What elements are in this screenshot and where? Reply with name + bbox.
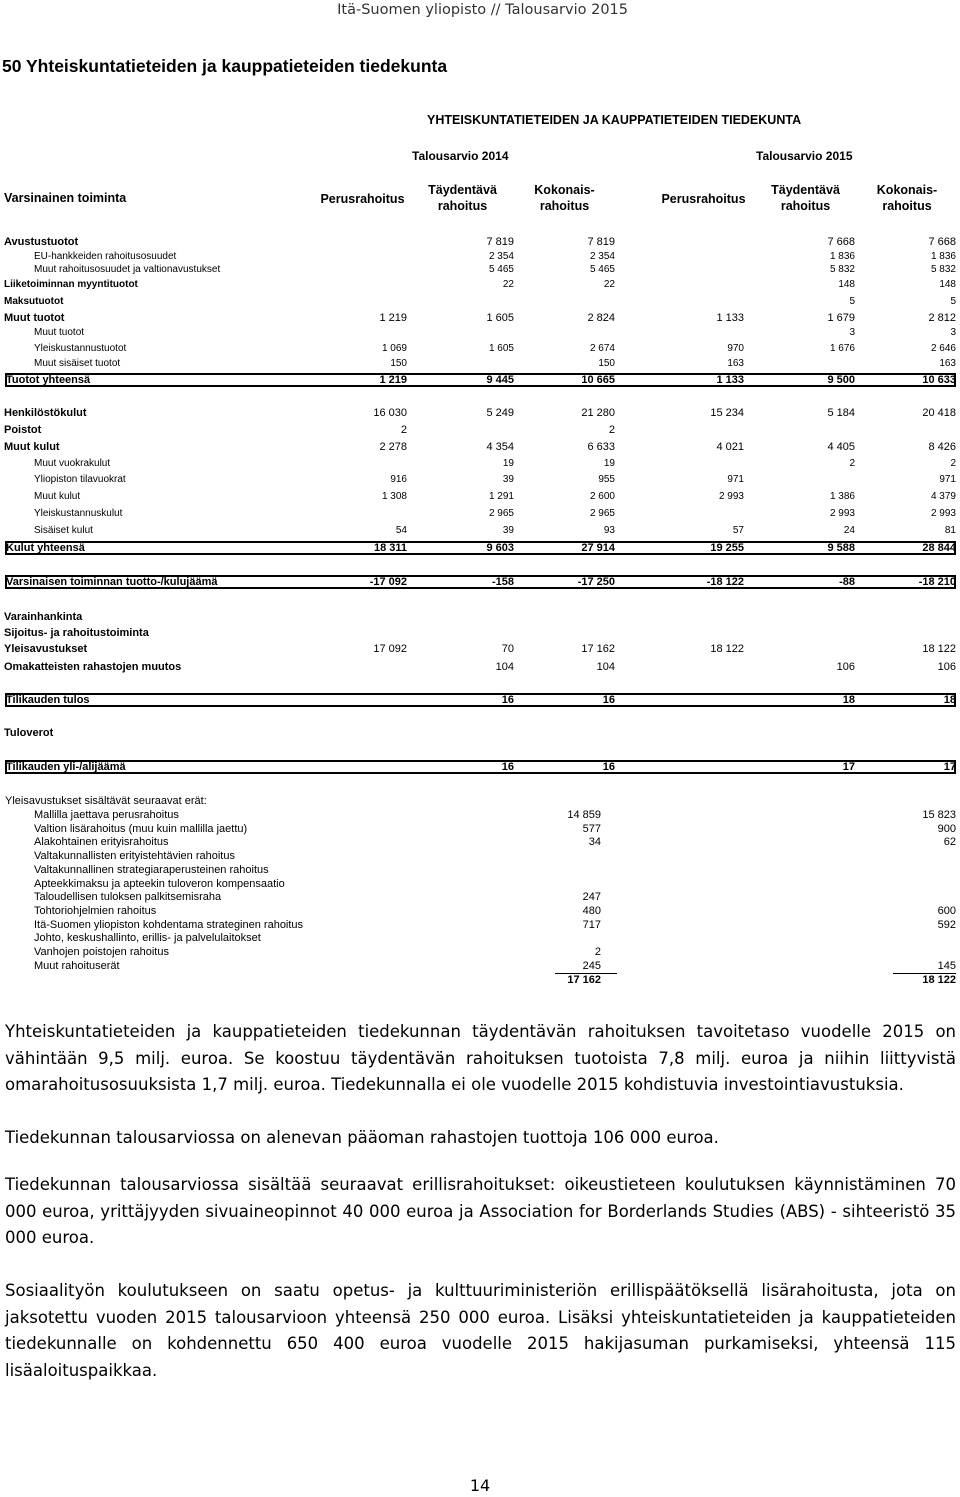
table-cell: 104: [596, 661, 615, 673]
paragraph-4: Sosiaalityön koulutukseen on saatu opetus- ja kulttuuriministeriön erillispäätöksellä lisärahoitusta, jota on jaksotettu vuoden 2015 talousarvioon yhteensä 250 000 euroa. Lisäksi yhteiskuntatieteiden ja kauppatieteiden tiedekunnalle on kohdennettu 650 400 euroa vuodelle 2015 hakijasuman purkamiseksi, yhteensä 115 lisäaloituspaikkaa.: [5, 1281, 956, 1380]
table-cell: 2 993: [829, 508, 855, 519]
table-cell: 1 133: [716, 312, 744, 324]
row-label: Kulut yhteensä: [6, 542, 85, 554]
note-label: Muut rahoituserät: [34, 959, 120, 972]
table-cell: 20 418: [922, 407, 956, 419]
row-label: Tuotot yhteensä: [6, 374, 91, 386]
table-cell: 39: [502, 525, 514, 536]
row-label: Yleiskustannustuotot: [34, 343, 127, 354]
note-value: 17 162: [567, 974, 601, 987]
table-cell: 1 679: [827, 312, 855, 324]
table-cell: 2 824: [587, 312, 615, 324]
table-cell: 1 291: [488, 491, 514, 502]
table-cell: 16 030: [373, 407, 407, 419]
table-cell: 9 445: [486, 374, 514, 386]
col-perus-2014: Perusrahoitus: [320, 192, 405, 206]
table-cell: 18 122: [710, 643, 744, 655]
note-label: Mallilla jaettava perusrahoitus: [34, 809, 179, 821]
table-cell: 2 993: [930, 508, 956, 519]
table-cell: 7 668: [928, 236, 956, 248]
table-cell: 18 122: [922, 643, 956, 655]
table-cell: 1 219: [379, 312, 407, 324]
note-value: 592: [937, 918, 956, 931]
table-cell: 2 354: [589, 251, 615, 262]
table-cell: 17 092: [373, 643, 407, 655]
row-label: Liiketoiminnan myyntituotot: [4, 279, 138, 290]
col-kokonais-2015: Kokonais- rahoitus: [876, 183, 938, 213]
row-label: Tilikauden yli-/alijäämä: [6, 761, 126, 773]
note-value: 18 122: [922, 974, 956, 987]
note-value: 577: [582, 822, 601, 835]
table-cell: 4 405: [827, 441, 855, 453]
table-cell: 18: [943, 694, 956, 706]
row-label: Varainhankinta: [4, 611, 83, 623]
note-value: 600: [937, 904, 956, 917]
table-cell: 2 278: [379, 441, 407, 453]
budget-2015-label: Talousarvio 2015: [756, 149, 853, 163]
table-cell: 2 646: [930, 343, 956, 354]
note-value: 2: [594, 946, 601, 958]
table-cell: 2 965: [589, 508, 615, 519]
row-label: Muut sisäiset tuotot: [34, 358, 121, 369]
table-cell: 1 836: [930, 251, 956, 262]
row-label: Tuloverot: [4, 727, 54, 739]
table-cell: 5: [849, 296, 855, 307]
table-cell: 22: [502, 279, 514, 290]
row-label: Muut kulut: [4, 441, 60, 453]
table-cell: 1 386: [829, 491, 855, 502]
col-kokonais-2014: Kokonais- rahoitus: [534, 183, 595, 213]
table-cell: 7 668: [827, 236, 855, 248]
table-cell: 16: [501, 694, 514, 706]
table-cell: 2: [608, 424, 615, 436]
table-cell: 2: [400, 424, 407, 436]
row-label: Omakatteisten rahastojen muutos: [4, 661, 182, 673]
note-label: Tohtoriohjelmien rahoitus: [34, 904, 157, 917]
table-cell: 5 465: [589, 264, 615, 275]
note-label: Taloudellisen tuloksen palkitsemisraha: [34, 891, 222, 904]
table-cell: 2 354: [488, 251, 514, 262]
table-cell: 955: [598, 474, 615, 485]
table-cell: 27 914: [581, 542, 615, 554]
table-cell: 7 819: [486, 236, 514, 248]
note-value: 247: [582, 891, 601, 904]
table-cell: 2 674: [589, 343, 615, 354]
row-header: Varsinainen toiminta: [4, 191, 127, 205]
note-label: Apteekkimaksu ja apteekin tuloveron kompensaatio: [34, 877, 285, 890]
row-label: Maksutuotot: [4, 296, 64, 307]
table-cell: 19: [603, 458, 615, 469]
table-cell: 16: [501, 761, 514, 773]
table-cell: 2 600: [589, 491, 615, 502]
table-cell: 18 311: [373, 542, 407, 554]
unit-title: YHTEISKUNTATIETEIDEN JA KAUPPATIETEIDEN TIEDEKUNTA: [427, 113, 802, 127]
table-cell: 19 255: [710, 542, 744, 554]
table-cell: 5 465: [488, 264, 514, 275]
table-cell: 93: [603, 525, 615, 536]
table-cell: 24: [843, 525, 855, 536]
table-cell: 2 812: [928, 312, 956, 324]
row-label: Muut tuotot: [4, 312, 65, 324]
row-label: Varsinaisen toiminnan tuotto-/kulujäämä: [6, 576, 218, 588]
total-box: [5, 760, 956, 774]
total-box: [5, 373, 956, 387]
table-cell: 1 219: [379, 374, 407, 386]
table-cell: 916: [390, 474, 407, 485]
table-cell: 8 426: [928, 441, 956, 453]
note-value: 15 823: [922, 809, 956, 821]
row-label: Henkilöstökulut: [4, 407, 87, 419]
table-cell: 970: [727, 343, 744, 354]
note-value: 14 859: [567, 809, 601, 821]
table-cell: 16: [602, 761, 615, 773]
paragraph-3: Tiedekunnan talousarviossa sisältää seuraavat erillisrahoitukset: oikeustieteen koulutuksen käynnistäminen 70 000 euroa, yrittäjyyden sivuaineopinnot 40 000 euroa ja Association for Borderlands Studies (ABS) - sihteeristö 35 000 euroa.: [5, 1175, 956, 1247]
table-cell: 18: [842, 694, 855, 706]
table-cell: 4 354: [486, 441, 514, 453]
notes-heading: Yleisavustukset sisältävät seuraavat erät:: [5, 795, 207, 807]
table-cell: 10 665: [581, 374, 615, 386]
table-cell: 163: [939, 358, 956, 369]
budget-2014-label: Talousarvio 2014: [412, 149, 509, 163]
table-cell: 5 832: [829, 264, 855, 275]
table-cell: -18 122: [706, 576, 744, 588]
table-cell: 2 993: [718, 491, 744, 502]
table-cell: 15 234: [710, 407, 744, 419]
table-cell: 150: [390, 358, 407, 369]
table-cell: 19: [502, 458, 514, 469]
row-label: Sijoitus- ja rahoitustoiminta: [4, 627, 149, 639]
page-header: Itä-Suomen yliopisto // Talousarvio 2015: [337, 2, 628, 18]
table-cell: 17: [943, 761, 956, 773]
table-cell: 6 633: [587, 441, 615, 453]
row-label: Muut kulut: [34, 491, 81, 502]
table-cell: 163: [727, 358, 744, 369]
table-cell: 10 633: [922, 374, 956, 386]
row-label: EU-hankkeiden rahoitusosuudet: [34, 251, 177, 262]
table-cell: 28 844: [922, 542, 956, 554]
row-label: Yliopiston tilavuokrat: [34, 474, 126, 485]
note-value: 62: [943, 836, 956, 849]
table-cell: 9 500: [827, 374, 855, 386]
table-cell: -158: [491, 576, 514, 588]
paragraph-2: Tiedekunnan talousarviossa on alenevan pääoman rahastojen tuottoja 106 000 euroa.: [5, 1128, 719, 1147]
note-value: 34: [588, 836, 601, 849]
table-cell: 5: [950, 296, 956, 307]
note-label: Itä-Suomen yliopiston kohdentama strateginen rahoitus: [34, 918, 304, 931]
table-cell: 1 836: [829, 251, 855, 262]
note-label: Alakohtainen erityisrahoitus: [34, 836, 169, 849]
col-perus-2015: Perusrahoitus: [661, 192, 746, 206]
table-cell: 1 605: [486, 312, 514, 324]
note-value: 717: [582, 918, 601, 931]
table-cell: 106: [937, 661, 956, 673]
table-cell: 9 603: [486, 542, 514, 554]
row-label: Avustustuotot: [4, 236, 79, 248]
table-cell: 1 676: [829, 343, 855, 354]
table-cell: 5 184: [827, 407, 855, 419]
table-cell: 17: [842, 761, 855, 773]
table-cell: -18 210: [918, 576, 956, 588]
paragraph-1: Yhteiskuntatieteiden ja kauppatieteiden tiedekunnan täydentävän rahoituksen tavoitetaso vuodelle 2015 on vähintään 9,5 milj. euroa. Se koostuu täydentävän rahoituksen tuotoista 7,8 milj. euroa ja niihin liittyvistä omarahoitusosuuksista 1,7 milj. euroa. Tiedekunnalla ei ole vuodelle 2015 kohdistuvia investointiavustuksia.: [5, 1022, 956, 1094]
table-cell: 104: [495, 661, 514, 673]
table-cell: 16: [602, 694, 615, 706]
table-cell: 3: [950, 327, 956, 338]
table-cell: 2: [849, 458, 855, 469]
table-cell: 4 379: [930, 491, 956, 502]
table-cell: 5 832: [930, 264, 956, 275]
row-label: Poistot: [4, 424, 42, 436]
note-label: Valtakunnallisten erityistehtävien rahoitus: [34, 850, 235, 863]
table-cell: 1 308: [381, 491, 407, 502]
sum-line: [555, 973, 617, 974]
total-box: [5, 693, 956, 707]
table-cell: 1 133: [716, 374, 744, 386]
note-value: 900: [937, 822, 956, 835]
table-cell: 2 965: [488, 508, 514, 519]
table-cell: 4 021: [716, 441, 744, 453]
row-label: Muut rahoitusosuudet ja valtionavustukset: [34, 264, 221, 275]
table-cell: 1 069: [381, 343, 407, 354]
total-box: [5, 541, 956, 555]
note-label: Valtakunnallinen strategiaraperusteinen rahoitus: [34, 863, 269, 876]
table-cell: 81: [944, 525, 956, 536]
row-label: Sisäiset kulut: [34, 525, 93, 536]
table-cell: 57: [732, 525, 744, 536]
row-label: Muut vuokrakulut: [34, 458, 111, 469]
row-label: Muut tuotot: [34, 327, 85, 338]
table-cell: 2: [950, 458, 956, 469]
note-label: Vanhojen poistojen rahoitus: [34, 946, 169, 958]
table-cell: 5 249: [486, 407, 514, 419]
page-number: 14: [469, 1476, 491, 1495]
note-value: 245: [582, 959, 601, 972]
table-cell: 148: [838, 279, 855, 290]
table-cell: 22: [603, 279, 615, 290]
table-cell: 17 162: [581, 643, 615, 655]
page-title: 50 Yhteiskuntatieteiden ja kauppatieteiden tiedekunta: [2, 56, 448, 76]
note-label: Valtion lisärahoitus (muu kuin mallilla jaettu): [34, 822, 248, 835]
col-taydentava-2015: Täydentävä rahoitus: [771, 183, 840, 213]
table-cell: 1 605: [488, 343, 514, 354]
table-cell: 54: [395, 525, 407, 536]
table-cell: 39: [502, 474, 514, 485]
table-cell: -17 092: [369, 576, 407, 588]
row-label: Tilikauden tulos: [6, 694, 90, 706]
table-cell: 148: [939, 279, 956, 290]
table-cell: 70: [501, 643, 514, 655]
table-cell: -17 250: [577, 576, 615, 588]
row-label: Yleiskustannuskulut: [34, 508, 123, 519]
table-cell: 21 280: [581, 407, 615, 419]
row-label: Yleisavustukset: [4, 643, 88, 655]
table-cell: 971: [939, 474, 956, 485]
table-cell: 3: [849, 327, 855, 338]
note-label: Johto, keskushallinto, erillis- ja palvelulaitokset: [34, 932, 261, 945]
table-cell: -88: [839, 576, 855, 588]
sum-line: [893, 973, 956, 974]
table-cell: 150: [598, 358, 615, 369]
table-cell: 9 588: [827, 542, 855, 554]
note-value: 480: [582, 904, 601, 917]
table-cell: 971: [727, 474, 744, 485]
table-cell: 7 819: [587, 236, 615, 248]
col-taydentava-2014: Täydentävä rahoitus: [428, 183, 497, 213]
table-cell: 106: [836, 661, 855, 673]
note-value: 145: [937, 959, 956, 972]
